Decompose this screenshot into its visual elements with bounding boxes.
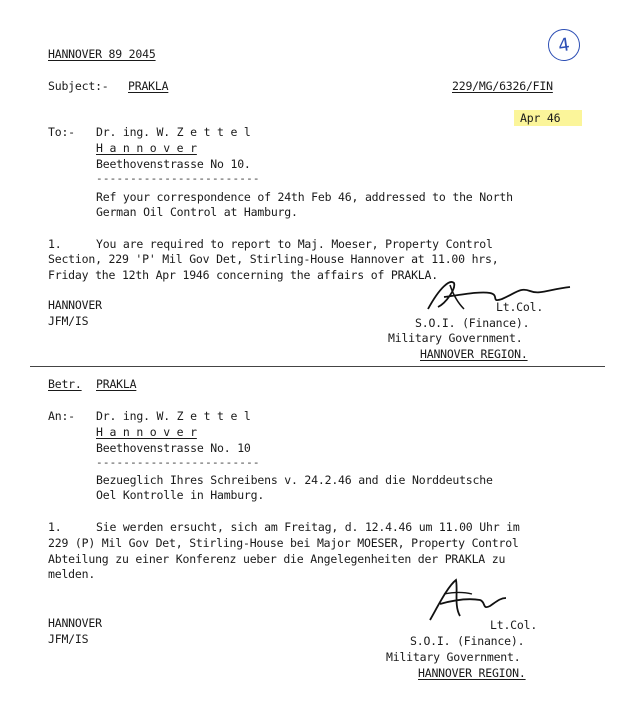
letter-date: Apr 46 bbox=[520, 111, 561, 125]
english-initials: JFM/IS bbox=[48, 314, 89, 328]
german-paragraph-line-2: 229 (P) Mil Gov Det, Stirling-House bei Major MOESER, Property Control bbox=[48, 536, 519, 550]
recipient-separator: ------------------------ bbox=[96, 172, 260, 185]
ref-line-1: Ref your correspondence of 24th Feb 46, addressed to the North bbox=[96, 190, 513, 204]
english-place: HANNOVER bbox=[48, 298, 102, 312]
betr-label: Betr. bbox=[48, 377, 82, 391]
german-sign-rank: Lt.Col. bbox=[490, 618, 538, 632]
german-paragraph-line-3: Abteilung zu einer Konferenz ueber die Angelegenheiten der PRAKLA zu bbox=[48, 552, 506, 566]
paragraph-number: 1. bbox=[48, 237, 62, 251]
file-reference: 229/MG/6326/FIN bbox=[452, 79, 553, 93]
paragraph-line-1: You are required to report to Maj. Moeser, Property Control bbox=[96, 237, 493, 251]
paragraph-line-3: Friday the 12th Apr 1946 concerning the affairs of PRAKLA. bbox=[48, 268, 438, 282]
to-label: To:- bbox=[48, 125, 75, 139]
german-paragraph-line-4: melden. bbox=[48, 567, 96, 581]
section-divider bbox=[30, 366, 605, 367]
german-initials: JFM/IS bbox=[48, 632, 89, 646]
subject-label: Subject:- bbox=[48, 79, 109, 93]
german-paragraph-number: 1. bbox=[48, 520, 62, 534]
betr-value: PRAKLA bbox=[96, 377, 137, 391]
german-sign-title: S.O.I. (Finance). bbox=[410, 634, 525, 648]
an-label: An:- bbox=[48, 409, 75, 423]
german-place: HANNOVER bbox=[48, 616, 102, 630]
recipient-city: H a n n o v e r bbox=[96, 141, 197, 155]
german-sign-org: Military Government. bbox=[386, 650, 521, 664]
page-number-circle bbox=[546, 27, 582, 63]
german-sign-region: HANNOVER REGION. bbox=[418, 666, 526, 680]
recipient-street: Beethovenstrasse No 10. bbox=[96, 157, 251, 171]
german-paragraph-line-1: Sie werden ersucht, sich am Freitag, d. 12.4.46 um 11.00 Uhr im bbox=[96, 520, 520, 534]
german-recipient-name: Dr. ing. W. Z e t t e l bbox=[96, 409, 251, 423]
german-recipient-separator: ------------------------ bbox=[96, 456, 260, 469]
page-number: 4 bbox=[556, 33, 572, 57]
german-ref-line-1: Bezueglich Ihres Schreibens v. 24.2.46 and die Norddeutsche bbox=[96, 473, 493, 487]
english-sign-title: S.O.I. (Finance). bbox=[415, 316, 530, 330]
ref-line-2: German Oil Control at Hamburg. bbox=[96, 205, 298, 219]
english-sign-rank: Lt.Col. bbox=[496, 300, 544, 314]
subject-value: PRAKLA bbox=[128, 79, 169, 93]
german-ref-line-2: Oel Kontrolle in Hamburg. bbox=[96, 488, 265, 502]
recipient-name: Dr. ing. W. Z e t t e l bbox=[96, 125, 251, 139]
document-reference: HANNOVER 89 2045 bbox=[48, 47, 156, 61]
german-recipient-street: Beethovenstrasse No. 10 bbox=[96, 441, 251, 455]
english-sign-region: HANNOVER REGION. bbox=[420, 347, 528, 361]
german-recipient-city: H a n n o v e r bbox=[96, 425, 197, 439]
english-sign-org: Military Government. bbox=[388, 331, 523, 345]
paragraph-line-2: Section, 229 'P' Mil Gov Det, Stirling-House Hannover at 11.00 hrs, bbox=[48, 252, 499, 266]
